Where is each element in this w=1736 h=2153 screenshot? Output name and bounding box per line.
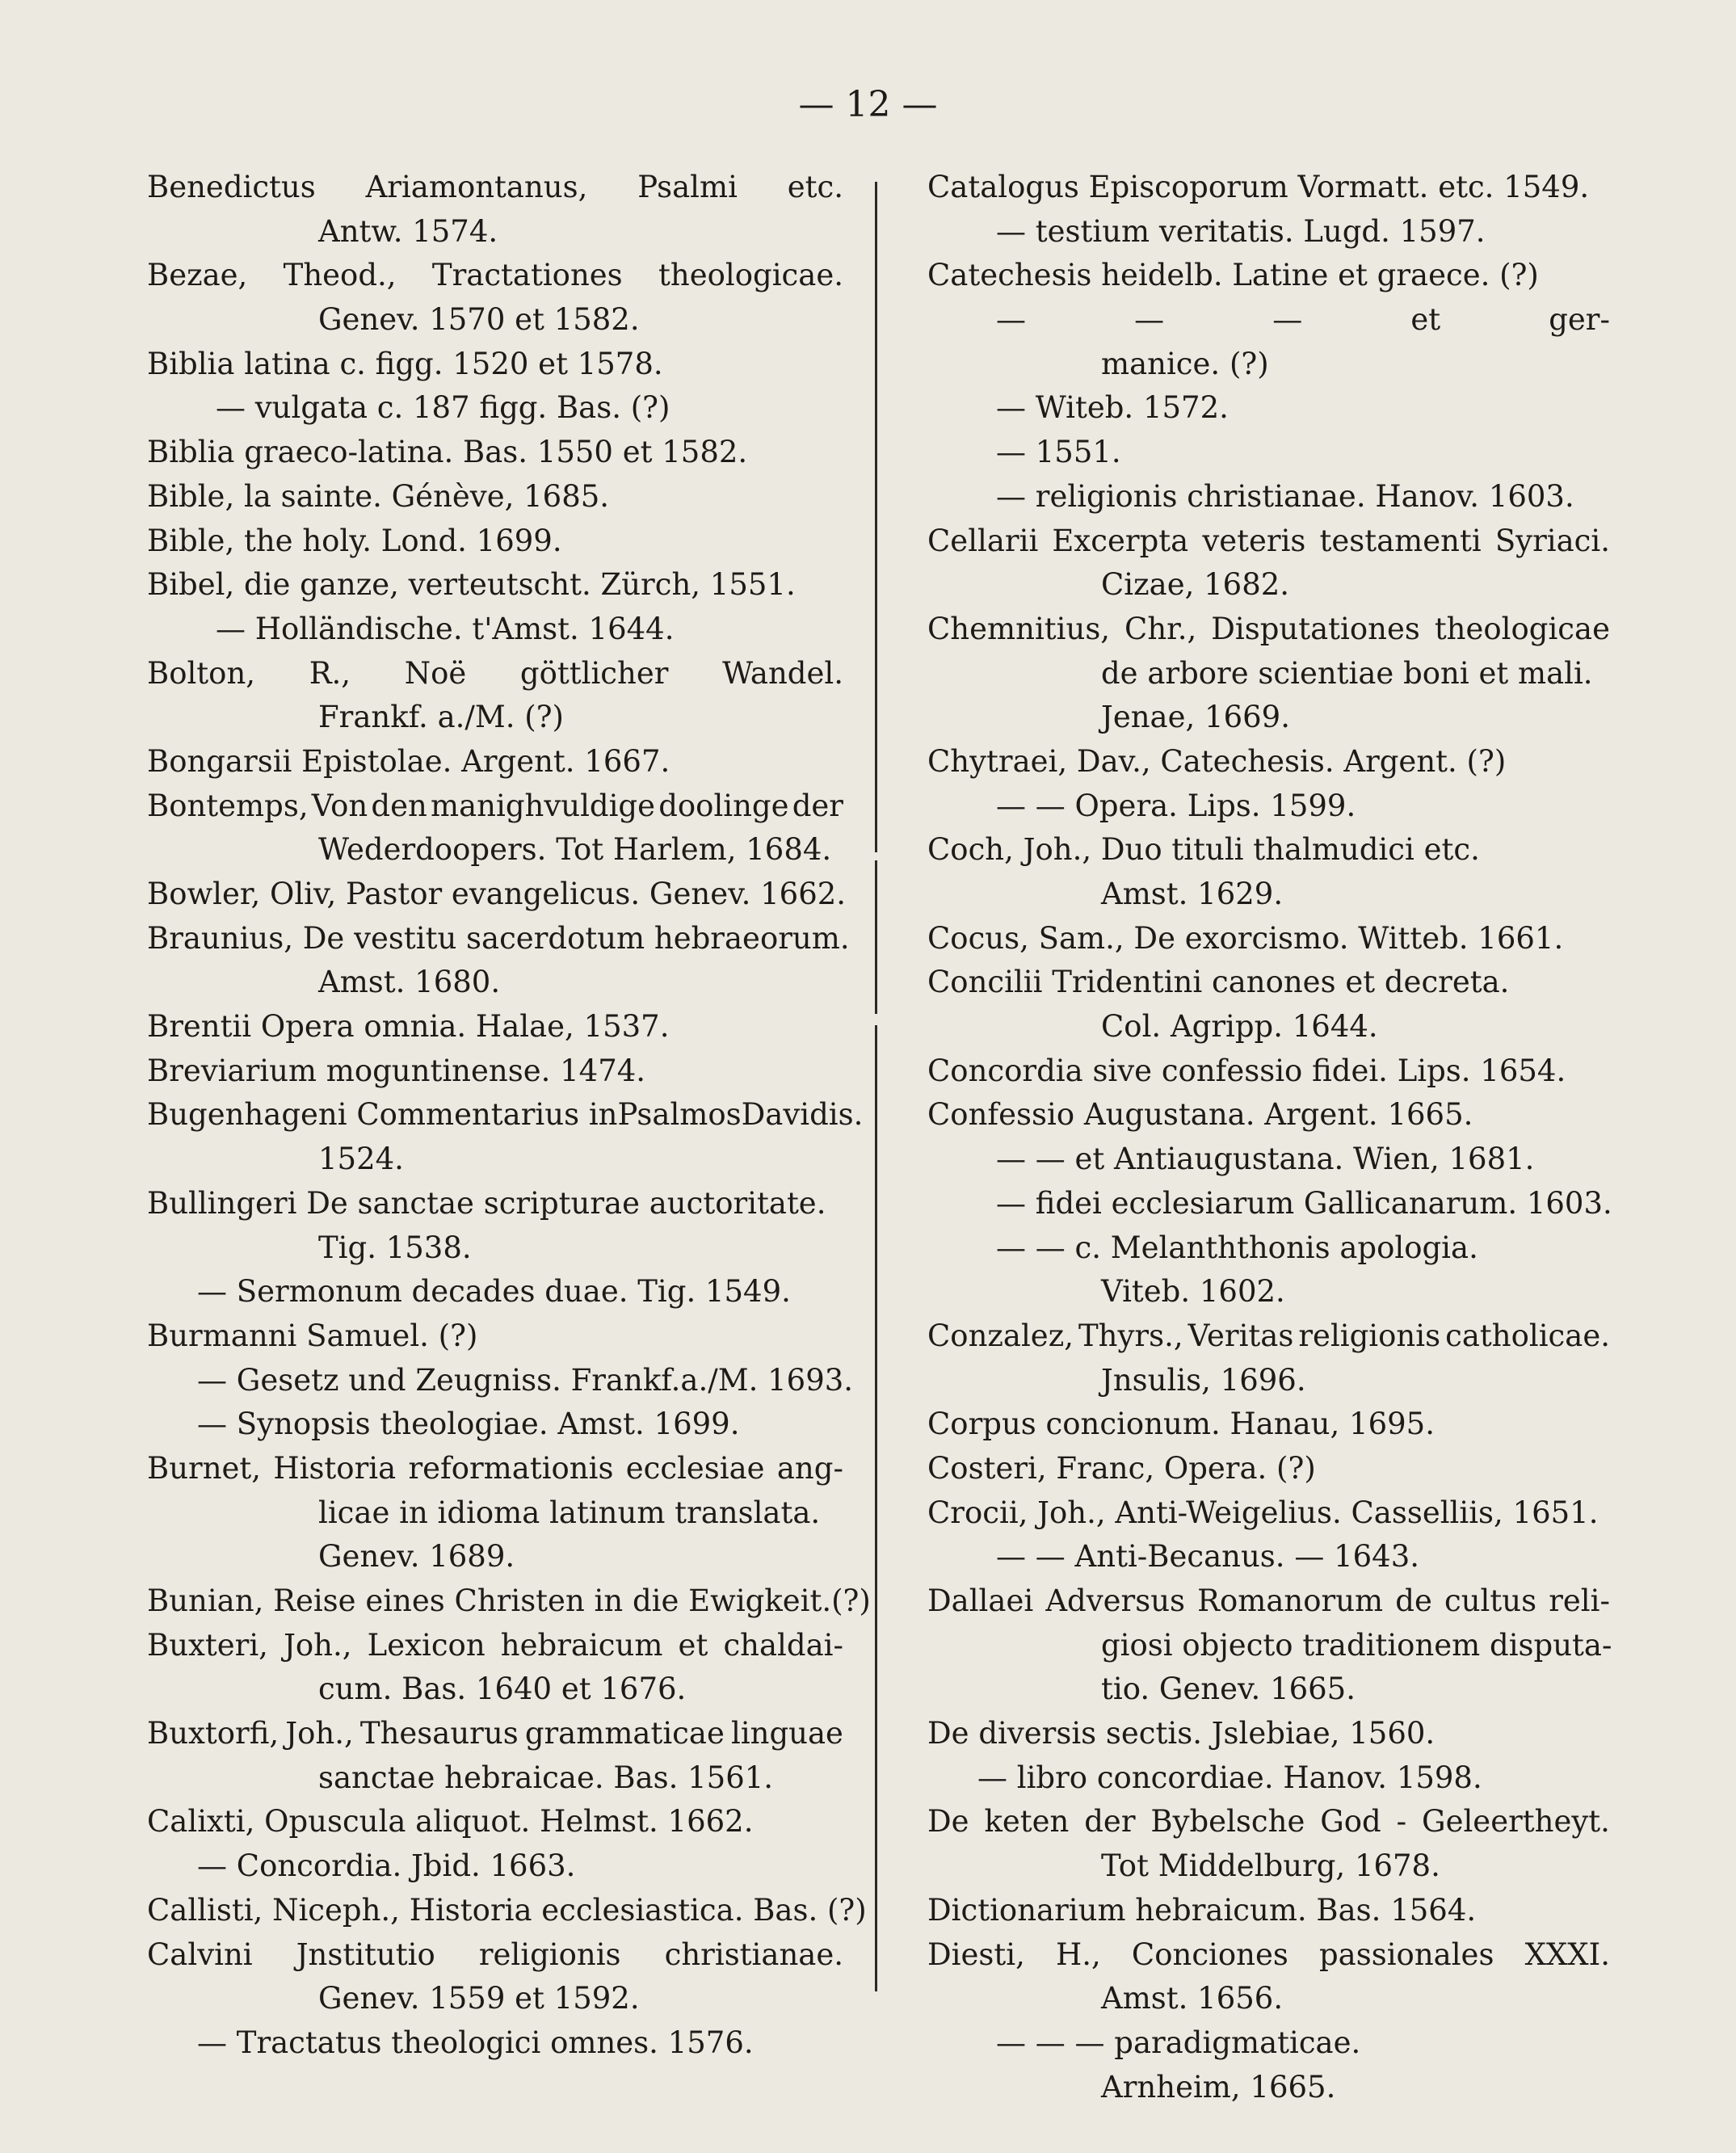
entry-word: ger- [1549,302,1610,338]
entry-word: — [996,302,1026,338]
entry-line: — — c. Melanththonis apologia. [996,1230,1478,1265]
entry-word: Joh., [284,1627,352,1663]
entry-word: Bezae, [147,258,248,293]
entry-line: Amst. 1680. [318,965,501,1000]
entry-line: Burmanni Samuel. (?) [147,1318,478,1353]
entry-line: Crocii, Joh., Anti-Weigelius. Casselliis, 1651. [927,1495,1599,1530]
entry-line: Jnsulis, 1696. [1101,1362,1306,1398]
entry-word: Chr., [1124,611,1197,646]
entry-line: — Tractatus theologici omnes. 1576. [197,2025,754,2060]
entry-line [147,254,843,298]
entry-word: passionales [1319,1936,1494,1972]
entry-word: Syriaci. [1494,523,1610,558]
entry-line: Bowler, Oliv, Pastor evangelicus. Genev. 1662. [147,877,847,911]
entry-line [147,1447,843,1491]
entry-line [147,1712,843,1756]
entry-line [147,166,843,210]
entry-line: Arnheim, 1665. [1101,2069,1336,2105]
entry-line: Genev. 1689. [318,1539,515,1575]
left-column [147,166,871,2066]
entry-line: Jenae, 1669. [1101,700,1290,735]
entry-word: De [927,1804,969,1840]
entry-word: Cellarii [927,523,1039,558]
entry-line [927,519,1610,564]
entry-line: Bullingeri De sanctae scripturae auctoritate. [147,1185,826,1221]
entry-word: Chemnitius, [927,611,1111,646]
entry-word: Conciones [1131,1936,1288,1972]
entry-word: Tractationes [431,258,623,293]
entry-line: Tig. 1538. [318,1230,472,1265]
entry-word: christianae. [664,1936,843,1972]
entry-line: Dictionarium hebraicum. Bas. 1564. [927,1892,1477,1928]
entry-word: göttlicher [519,655,669,691]
entry-word: et [678,1627,708,1663]
entry-line: giosi objecto traditionem disputa- [1101,1627,1612,1663]
entry-line: Genev. 1559 et 1592. [318,1981,640,2016]
entry-line [927,298,1610,343]
entry-word: XXXI. [1524,1936,1610,1972]
entry-word: Wandel. [722,655,843,691]
entry-word: Diesti, [927,1936,1025,1972]
entry-word: Buxtorfi, [147,1716,280,1751]
entry-word: Burnet, [147,1450,262,1486]
right-column [927,166,1610,2109]
entry-word: grammaticae [524,1716,725,1751]
entry-word: cultus [1444,1583,1537,1618]
entry-line: Braunius, De vestitu sacerdotum hebraeorum. [147,920,850,956]
entry-line: cum. Bas. 1640 et 1676. [318,1672,687,1707]
entry-word: den [371,788,427,823]
entry-word: testamenti [1319,523,1482,558]
entry-line: — Sermonum decades duae. Tig. 1549. [197,1274,791,1310]
entry-word: Historia [273,1450,397,1486]
entry-line: Bible, la sainte. Génève, 1685. [147,478,610,514]
entry-word: R., [309,655,351,691]
entry-line [147,652,843,696]
entry-word: de [1395,1583,1432,1618]
entry-line: De diversis sectis. Jslebiae, 1560. [927,1716,1435,1751]
entry-line: Bongarsii Epistolae. Argent. 1667. [147,743,670,779]
entry-line [927,1933,1610,1978]
entry-word: Disputationes [1211,611,1420,646]
entry-word: religionis [478,1936,621,1972]
entry-line: Coch, Joh., Duo tituli thalmudici etc. [927,832,1480,868]
entry-line: manice. (?) [1101,346,1269,381]
entry-word: chaldai- [723,1627,843,1663]
entry-word: et [1410,302,1441,338]
entry-word: Noë [404,655,467,691]
entry-word: Veritas [1187,1318,1294,1353]
entry-line: Costeri, Franc, Opera. (?) [927,1450,1316,1486]
entry-word: ang- [776,1450,843,1486]
entry-word: H., [1055,1936,1101,1972]
entry-line: Amst. 1629. [1101,877,1284,911]
entry-line: tio. Genev. 1665. [1101,1672,1356,1707]
entry-word: der [792,788,843,823]
entry-word: der [1084,1804,1136,1840]
entry-word: manighvuldige [431,788,656,823]
entry-line: — — Opera. Lips. 1599. [996,788,1356,823]
entry-line: Bunian, Reise eines Christen in die Ewigkeit.(?) [147,1583,871,1618]
entry-word: Thyrs., [1078,1318,1183,1353]
entry-word: Conzalez, [927,1318,1074,1353]
entry-line: Antw. 1574. [318,213,498,249]
entry-line: — Synopsis theologiae. Amst. 1699. [197,1407,740,1442]
entry-line: Brentii Opera omnia. Halae, 1537. [147,1009,670,1045]
entry-word: Bontemps, [147,788,309,823]
entry-line: — — et Antiaugustana. Wien, 1681. [996,1142,1535,1177]
entry-line [927,1314,1610,1359]
entry-line: — Witeb. 1572. [996,390,1229,426]
entry-word: keten [984,1804,1070,1840]
entry-line: Callisti, Niceph., Historia ecclesiastica. Bas. (?) [147,1892,867,1928]
entry-word: — [1272,302,1303,338]
entry-line [147,784,843,829]
entry-word: - [1396,1804,1407,1840]
entry-line: licae in idioma latinum translata. [318,1495,821,1530]
entry-line: — — — paradigmaticae. [996,2025,1361,2060]
entry-line: Cocus, Sam., De exorcismo. Witteb. 1661. [927,920,1564,956]
entry-line: — Gesetz und Zeugniss. Frankf.a./M. 1693. [197,1362,854,1398]
entry-word: Bolton, [147,655,256,691]
entry-line: Bible, the holy. Lond. 1699. [147,523,562,558]
entry-word: God [1320,1804,1381,1840]
entry-word: catholicae. [1445,1318,1610,1353]
entry-word: Romanorum [1197,1583,1384,1618]
column-divider [875,182,877,1991]
entry-line: Corpus concionum. Hanau, 1695. [927,1407,1435,1442]
entry-line: Catalogus Episcoporum Vormatt. etc. 1549. [927,170,1590,204]
entry-line: Wederdoopers. Tot Harlem, 1684. [318,832,832,868]
entry-line: Chytraei, Dav., Catechesis. Argent. (?) [927,743,1507,779]
entry-line: Bugenhageni Commentarius inPsalmosDavidis. [147,1097,864,1133]
entry-word: theologicae. [658,258,843,293]
entry-line [147,1933,843,1978]
entry-line: Genev. 1570 et 1582. [318,302,640,338]
entry-word: Lexicon [367,1627,485,1663]
entry-word: Adversus [1045,1583,1186,1618]
entry-line: Confessio Augustana. Argent. 1665. [927,1097,1473,1133]
entry-word: Ariamontanus, [365,170,588,204]
entry-line: Biblia graeco-latina. Bas. 1550 et 1582. [147,435,748,470]
entry-line: — 1551. [996,435,1121,470]
entry-word: Excerpta [1052,523,1189,558]
entry-line: — Concordia. Jbid. 1663. [197,1848,576,1884]
entry-word: linguae [730,1716,843,1751]
entry-line: — fidei ecclesiarum Gallicanarum. 1603. [996,1185,1612,1221]
entry-line: Concordia sive confessio fidei. Lips. 1654. [927,1053,1566,1088]
entry-word: Geleertheyt. [1422,1804,1610,1840]
entry-word: Psalmi [637,170,738,204]
entry-line [147,1624,843,1668]
entry-line: Frankf. a./M. (?) [318,700,564,735]
page-number: — 12 — [798,84,938,125]
entry-line [927,608,1610,652]
entry-word: doolinge [658,788,789,823]
entry-line: Viteb. 1602. [1101,1274,1285,1310]
entry-word: religionis [1298,1318,1441,1353]
entry-line: — vulgata c. 187 figg. Bas. (?) [216,390,670,426]
entry-word: reli- [1549,1583,1610,1618]
entry-word: Joh., [285,1716,354,1751]
entry-line: — religionis christianae. Hanov. 1603. [996,478,1574,514]
entry-word: Buxteri, [147,1627,268,1663]
entry-line: Concilii Tridentini canones et decreta. [927,965,1510,1000]
entry-line: Tot Middelburg, 1678. [1101,1848,1440,1884]
entry-word: hebraicum [500,1627,663,1663]
entry-word: Calvini [147,1936,253,1972]
entry-line: — libro concordiae. Hanov. 1598. [977,1760,1482,1795]
entry-word: Bybelsche [1150,1804,1305,1840]
entry-line: 1524. [318,1142,404,1177]
entry-line [927,1800,1610,1844]
entry-word: Dallaei [927,1583,1034,1618]
entry-word: Benedictus [147,170,316,204]
entry-line: — — Anti-Becanus. — 1643. [996,1539,1419,1575]
entry-line: Bibel, die ganze, verteutscht. Zürch, 1551. [147,567,796,603]
entry-word: ecclesiae [625,1450,765,1486]
entry-line: sanctae hebraicae. Bas. 1561. [318,1760,774,1795]
entry-line [927,1579,1610,1624]
entry-line: Breviarium moguntinense. 1474. [147,1053,646,1088]
entry-line: Amst. 1656. [1101,1981,1284,2016]
entry-word: — [1134,302,1165,338]
entry-word: Jnstitutio [296,1936,435,1972]
entry-word: reformationis [408,1450,614,1486]
entry-word: theologicae [1434,611,1610,646]
entry-line: Cizae, 1682. [1101,567,1290,603]
entry-line: Catechesis heidelb. Latine et graece. (?) [927,258,1539,293]
entry-word: Theod., [283,258,397,293]
entry-word: veteris [1202,523,1306,558]
entry-line: — testium veritatis. Lugd. 1597. [996,213,1486,249]
entry-word: Thesaurus [359,1716,519,1751]
entry-line: Col. Agripp. 1644. [1101,1009,1378,1045]
entry-line: de arbore scientiae boni et mali. [1101,655,1593,691]
entry-line: Biblia latina c. figg. 1520 et 1578. [147,346,663,381]
entry-line: Calixti, Opuscula aliquot. Helmst. 1662. [147,1804,754,1840]
entry-line: — Holländische. t'Amst. 1644. [216,611,675,646]
entry-word: etc. [787,170,843,204]
entry-word: Von [311,788,368,823]
